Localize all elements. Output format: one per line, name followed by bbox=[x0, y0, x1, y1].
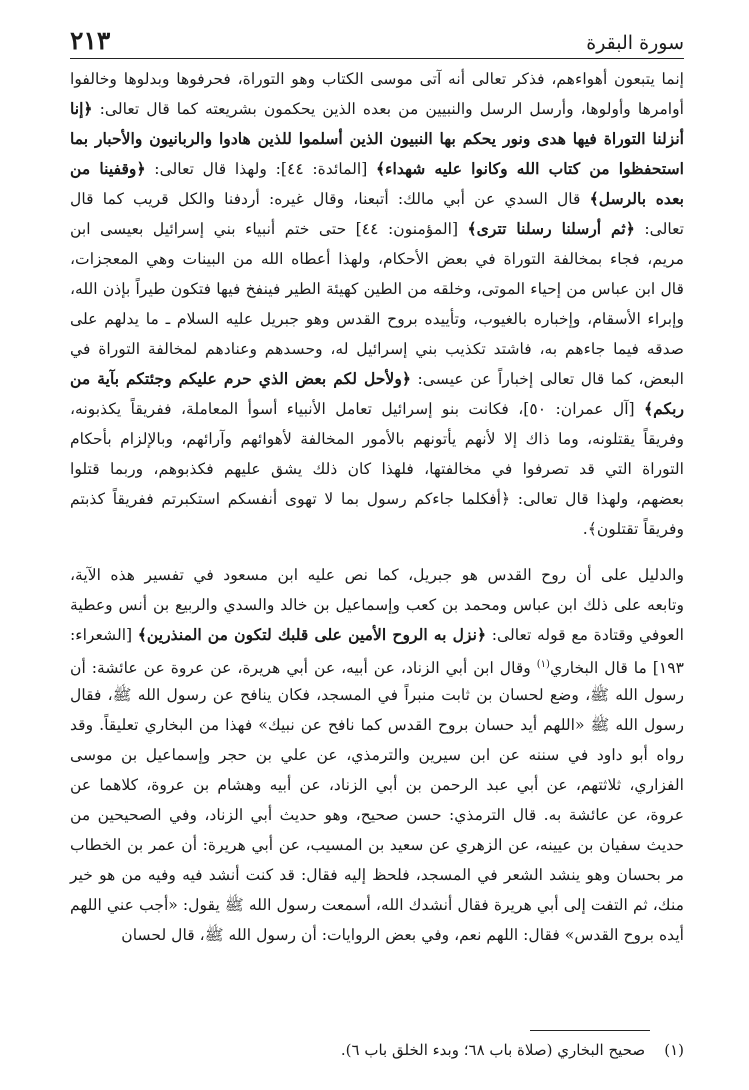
text-line bbox=[70, 830, 684, 860]
text-segment: منك، ثم التفت إلى أبي هريرة فقال أنشدك الله، أسمعت رسول الله ﷺ يقول: «أجب عني اللهم bbox=[70, 896, 684, 914]
text-segment: عروة، عن عائشة به. قال الترمذي: حسن صحيح، وهو حديث أبي الزناد، وفي الصحيحين من bbox=[70, 806, 684, 824]
text-line bbox=[70, 770, 684, 800]
text-segment: [الشعراء: bbox=[70, 626, 138, 644]
paragraph-gap bbox=[70, 544, 684, 560]
text-segment: التوراة التي قد تصرفوا في مخالفتها، فلهذا كان ذلك يشق عليهم فكذبوهم، وربما قتلوا bbox=[70, 460, 684, 478]
text-line bbox=[70, 64, 684, 94]
text-line bbox=[70, 184, 684, 214]
text-line bbox=[70, 740, 684, 770]
quran-verse: بعده بالرسل﴾ bbox=[589, 189, 684, 208]
quran-verse: ربكم﴾ bbox=[644, 399, 684, 418]
text-segment: العوفي وقتادة مع قوله تعالى: bbox=[486, 626, 684, 644]
quran-verse: استحفظوا من كتاب الله وكانوا عليه شهداء﴾ bbox=[376, 159, 684, 178]
text-line bbox=[70, 680, 684, 710]
text-line bbox=[70, 514, 684, 544]
text-segment: مر بحسان وهو ينشد الشعر في المسجد، فلحظ إليه فقال: قد كنت أنشد فيه وفيه من هو خير bbox=[70, 866, 684, 884]
text-line bbox=[70, 590, 684, 620]
text-segment: أيده بروح القدس» فقال: اللهم نعم، وفي بعض الروايات: أن رسول الله ﷺ، قال لحسان bbox=[121, 926, 684, 944]
text-segment: قال ابن عباس من إحياء الموتى، وخلقه من الطين كهيئة الطير فينفخ فيها فتكون طيراً بإذن الله، bbox=[70, 280, 684, 298]
footnote bbox=[341, 1041, 684, 1059]
text-segment: وتابعه على ذلك ابن عباس ومحمد بن كعب وإسماعيل بن خالد والسدي والربيع بن أنس وعطية bbox=[70, 596, 684, 614]
text-segment: بعضهم، ولهذا قال تعالى: ﴿أفكلما جاءكم رسول بما لا تهوى أنفسكم استكبرتم ففريقاً كذبتم bbox=[70, 490, 684, 508]
text-segment: ١٩٣] ما قال البخاري bbox=[549, 659, 685, 678]
text-segment: صدقه فيما جاءهم به، فاشتد تكذيب بني إسرائيل له، وحسدهم وعنادهم لمخالفة التوراة في bbox=[70, 340, 684, 358]
page-header bbox=[70, 26, 684, 59]
text-line bbox=[70, 890, 684, 920]
text-line bbox=[70, 334, 684, 364]
text-line bbox=[70, 274, 684, 304]
quran-verse: ﴿إنا bbox=[70, 99, 93, 118]
text-segment: البعض، كما قال تعالى إخباراً عن عيسى: bbox=[411, 370, 684, 388]
surah-title: سورة البقرة bbox=[586, 32, 684, 54]
text-segment: وقال ابن أبي الزناد، عن أبيه، عن أبي هريرة، عن عروة عن عائشة: أن bbox=[70, 659, 537, 678]
text-segment: تعالى: bbox=[634, 220, 684, 238]
text-segment: رسول الله ﷺ، وضع لحسان بن ثابت منبراً في المسجد، فكان ينافح عن رسول الله ﷺ، فقال bbox=[70, 686, 684, 704]
text-line bbox=[70, 244, 684, 274]
text-segment: حديث سفيان بن عيينه، عن الزهري عن سعيد بن المسيب، عن أبي هريرة: أن عمر بن الخطاب bbox=[70, 836, 684, 854]
text-line bbox=[70, 304, 684, 334]
text-line bbox=[70, 394, 684, 424]
text-line bbox=[70, 800, 684, 830]
quran-verse: ﴿وقفينا من bbox=[70, 159, 146, 178]
text-segment: (١) bbox=[536, 659, 550, 670]
text-line bbox=[70, 124, 684, 154]
text-line bbox=[70, 920, 684, 950]
text-segment: وفريقاً تقتلون﴾. bbox=[582, 520, 684, 538]
text-segment: [المائدة: ٤٤]: ولهذا قال تعالى: bbox=[145, 160, 377, 178]
text-line bbox=[70, 484, 684, 514]
text-segment: [آل عمران: ٥٠]، فكانت بنو إسرائيل تعامل الأنبياء أسوأ المعاملة، ففريقاً يكذبونه، bbox=[70, 400, 644, 418]
quran-verse: ﴿ولأحل لكم بعض الذي حرم عليكم وجئتكم بآية من bbox=[70, 369, 411, 388]
text-line bbox=[70, 94, 684, 124]
page-number: ٢١٣ bbox=[70, 26, 111, 55]
text-segment: والدليل على أن روح القدس هو جبريل، كما نص عليه ابن مسعود في تفسير هذه الآية، bbox=[70, 566, 684, 584]
quran-verse: أنزلنا التوراة فيها هدى ونور يحكم بها النبيون الذين أسلموا للذين هادوا والربانيون والأحبار بما bbox=[70, 129, 684, 148]
text-segment: رواه أبو داود في سننه عن ابن سيرين والترمذي، عن علي بن حجر وإسماعيل بن موسى bbox=[70, 746, 684, 764]
quran-verse: ﴿ثم أرسلنا رسلنا تترى﴾ bbox=[467, 219, 635, 238]
text-segment: وفريقاً يقتلونه، وما ذاك إلا لأنهم يأتونهم بالأمور المخالفة لأهوائهم وآرائهم، وبالإلزام بأحكام bbox=[70, 430, 684, 448]
text-line bbox=[70, 650, 684, 680]
text-line bbox=[70, 560, 684, 590]
page-body bbox=[70, 64, 684, 950]
text-line bbox=[70, 454, 684, 484]
text-segment: رسول الله ﷺ «اللهم أيد حسان بروح القدس كما نافح عن نبيك» فهذا من البخاري تعليقاً. وقد bbox=[70, 716, 684, 734]
footnote-marker: (١) bbox=[664, 1041, 684, 1059]
text-line bbox=[70, 214, 684, 244]
text-line bbox=[70, 154, 684, 184]
footnote-separator bbox=[530, 1030, 650, 1031]
text-line bbox=[70, 860, 684, 890]
text-line bbox=[70, 620, 684, 650]
quran-verse: ﴿نزل به الروح الأمين على قلبك لتكون من المنذرين﴾ bbox=[137, 625, 487, 644]
text-segment: وإبراء الأسقام، وإخباره بالغيوب، وتأييده بروح القدس وهو جبريل عليه السلام ـ ما يدلهم على bbox=[70, 310, 684, 328]
text-line bbox=[70, 424, 684, 454]
text-line bbox=[70, 710, 684, 740]
text-segment: [المؤمنون: ٤٤] حتى ختم أنبياء بني إسرائيل بعيسى ابن bbox=[70, 220, 468, 238]
text-segment: قال السدي عن أبي مالك: أتبعنا، وقال غيره: أردفنا والكل قريب كما قال bbox=[70, 190, 590, 208]
footnote-text: صحيح البخاري (صلاة باب ٦٨؛ وبدء الخلق باب ٦). bbox=[340, 1041, 646, 1059]
text-segment: إنما يتبعون أهواءهم، فذكر تعالى أنه آتى موسى الكتاب وهو التوراة، فحرفوها وبدلوها وخالفوا bbox=[70, 70, 684, 88]
text-line bbox=[70, 364, 684, 394]
text-segment: أوامرها وأولوها، وأرسل الرسل والنبيين من بعده الذين يحكمون بشريعته كما قال تعالى: bbox=[92, 100, 684, 118]
text-segment: الفزاري، ثلاثتهم، عن أبي عبد الرحمن بن أبي الزناد، عن أبيه وهشام بن عروة، كلاهما عن bbox=[70, 776, 684, 794]
text-segment: مريم، فجاء بمخالفة التوراة في بعض الأحكام، ولهذا أعطاه الله من البينات وهي المعجزات، bbox=[70, 250, 684, 268]
